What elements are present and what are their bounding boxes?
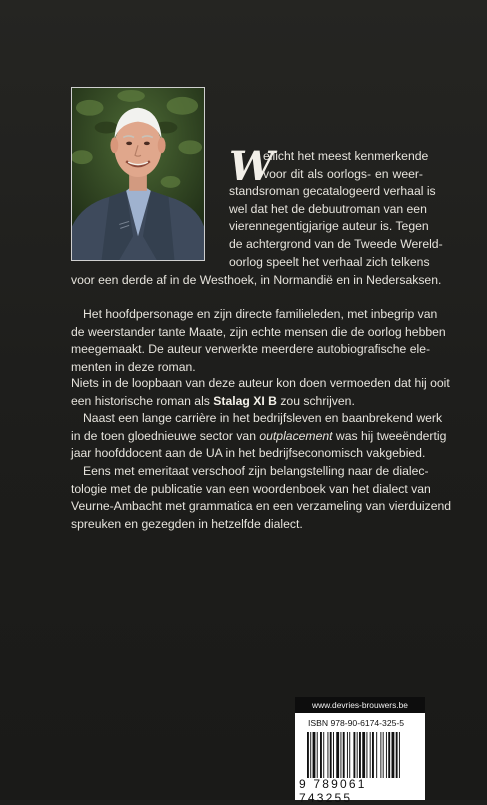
characters-paragraph — [71, 306, 446, 376]
career-paragraph — [71, 375, 450, 410]
barcode-bar — [343, 732, 345, 778]
barcode-bar — [366, 732, 367, 778]
text-line: wel dat het de debuutroman van een — [229, 201, 427, 216]
barcode-bar — [307, 732, 309, 778]
barcode-panel — [295, 697, 425, 805]
barcode-bar — [370, 732, 371, 778]
text-line: standsroman gecatalogeerd verhaal is — [229, 184, 436, 199]
ean-digits: 9 789061 743255 — [299, 777, 367, 805]
barcode-bar — [376, 732, 377, 778]
text-line: vierennegentigjarige auteur is. Tegen — [229, 219, 429, 234]
barcode-bar — [336, 732, 339, 778]
isbn-label: ISBN 978-90-6174-325-5 — [308, 718, 405, 728]
text-fragment: een historische roman als — [71, 393, 214, 408]
text-line: Veurne-Ambacht met grammatica en een verzameling van vierduizend — [71, 499, 452, 514]
intro-paragraph-top — [229, 143, 443, 271]
text-line: oorlog speelt het verhaal zich telkens — [229, 254, 430, 269]
barcode-bar — [313, 732, 316, 778]
text-line: Niets in de loopbaan van deze auteur kon doen vermoeden dat hij ooit — [71, 376, 450, 390]
barcode-bar — [386, 732, 387, 778]
text-fragment: zou schrijven. — [276, 393, 355, 408]
barcode-bar — [327, 732, 328, 778]
dialect-paragraph — [71, 463, 452, 533]
text-line: voor dit als oorlogs- en weer- — [263, 166, 423, 181]
barcode-bar — [353, 732, 355, 778]
barcode-bar — [399, 732, 400, 778]
text-fragment: in de toen gloednieuwe sector van — [71, 428, 260, 443]
author-photo — [71, 87, 205, 261]
book-title: Stalag XI B — [213, 393, 277, 408]
text-line: meegemaakt. De auteur verwerkte meerdere autobiografische ele- — [71, 342, 431, 357]
work-paragraph — [71, 410, 447, 463]
barcode-bar — [323, 732, 324, 778]
barcode-bar — [310, 732, 311, 778]
barcode-bar — [380, 732, 381, 778]
text-line: de weerstander tante Maate, zijn echte mensen die de oorlog hebben — [71, 324, 446, 339]
barcode-bar — [359, 732, 361, 778]
text-line — [71, 428, 447, 446]
barcode-bar — [392, 732, 395, 778]
barcode-bar — [333, 732, 334, 778]
text-line: voor een derde af in de Westhoek, in Normandië en in Nedersaksen. — [71, 273, 442, 287]
barcode-bars — [307, 732, 417, 778]
barcode-bar — [349, 732, 350, 778]
barcode-bar — [372, 732, 374, 778]
barcode-bar — [340, 732, 341, 778]
barcode-bar — [317, 732, 318, 778]
text-line: de achtergrond van de Tweede Wereld- — [229, 236, 443, 251]
text-line: spreuken en gezegden in hetzelfde dialect. — [71, 516, 303, 531]
author-portrait-image — [72, 88, 204, 260]
barcode-bar — [388, 732, 390, 778]
barcode-bar — [383, 732, 384, 778]
text-fragment: was hij tweeëndertig — [332, 428, 447, 443]
text-line: Eens met emeritaat verschoof zijn belangstelling naar de dialec- — [83, 464, 429, 478]
text-line: menten in deze roman. — [71, 359, 196, 374]
text-line: Naast een lange carrière in het bedrijfsleven en baanbrekend werk — [83, 411, 443, 425]
drop-cap-letter: W — [229, 143, 274, 190]
text-line: ellicht het meest kenmerkende — [263, 149, 429, 163]
intro-paragraph-bottom — [71, 272, 442, 290]
publisher-url: www.devries-brouwers.be — [295, 697, 425, 713]
text-line: Het hoofdpersonage en zijn directe familieleden, met inbegrip van — [83, 307, 438, 321]
barcode-bar — [396, 732, 398, 778]
text-line: tologie met de publicatie van een woordenboek van het dialect van — [71, 481, 431, 496]
barcode-bar — [347, 732, 348, 778]
barcode-bar — [330, 732, 332, 778]
text-line — [71, 393, 424, 411]
text-line: jaar hoofddocent aan de UA in het bedrijfseconomisch vakgebied. — [71, 446, 426, 461]
barcode-bar — [357, 732, 358, 778]
emphasis-term: outplacement — [259, 428, 333, 443]
barcode-bar — [320, 732, 322, 778]
barcode-bar — [362, 732, 365, 778]
